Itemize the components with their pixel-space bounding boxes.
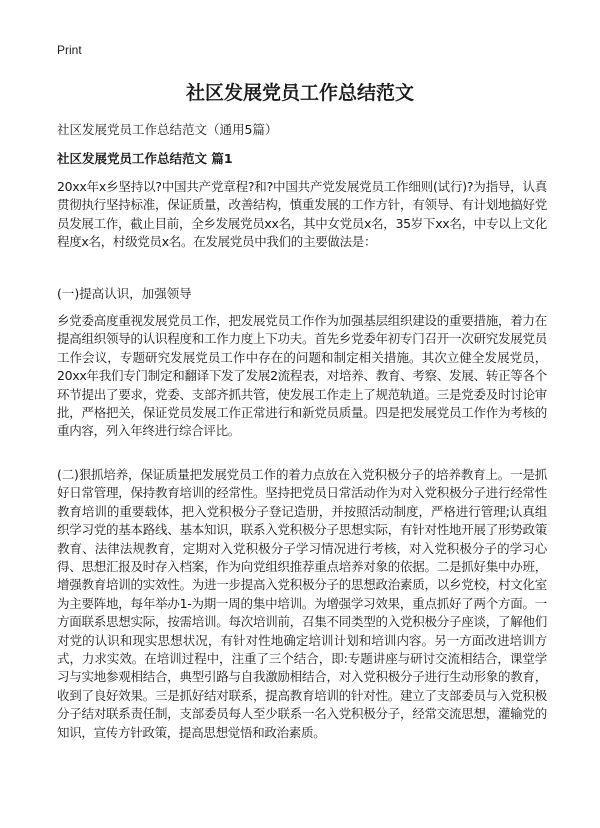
section-title: 社区发展党员工作总结范文 篇1 <box>57 151 233 166</box>
paragraph-training: (二)狠抓培养，保证质量把发展党员工作的着力点放在入党积极分子的培养教育上。一是抓好日常管理，保持教育培训的经常性。坚持把党员日常活动作为对入党积极分子进行经常性教育培训的重要载体，把入党积极分子登记造册，并按照活动制度，严格进行管理;认真组织学习党的基本路线、基本知识，联系入党积极分子思想实际，有针对性地开展了形势政策教育、法律法规教育，定期对入党积极分子学习情况进行考核，对入党积极分子的学习心得、思想汇报及时存入档案，作为向党组织推荐重点培养对象的依据。二是抓好集中办班，增强教育培训的实效性。为进一步提高入党积极分子的思想政治素质，以乡党校，村文化室为主要阵地，每年举办1-为期一周的集中培训。为增强学习效果，重点抓好了两个方面。一方面联系思想实际，按需培训。每次培训前，召集不同类型的入党积极分子座谈，了解他们对党的认识和现实思想状况，有针对性地确定培训计划和培训内容。另一方面改进培训方式，力求实效。在培训过程中，注重了三个结合，即:专题讲座与研讨交流相结合，课堂学习与实地参观相结合，典型引路与自我激励相结合，对入党积极分子进行生动形象的教育，收到了良好效果。三是抓好结对联系，提高教育培训的针对性。建立了支部委员与入党积极分子结对联系责任制，支部委员每人至少联系一名入党积极分子，经常交流思想，灌输党的知识，宣传方针政策，提高思想觉悟和政治素质。 <box>57 467 547 740</box>
document-subtitle: 社区发展党员工作总结范文（通用5篇） <box>57 122 278 137</box>
page-title: 社区发展党员工作总结范文 <box>185 82 414 104</box>
paragraph-leadership: 乡党委高度重视发展党员工作，把发展党员工作作为加强基层组织建设的重要措施，着力在提高组织领导的认识程度和工作力度上下功夫。首先乡党委年初专门召开一次研究发展党员工作会议，专题研究发展党员工作中存在的问题和制定相关措施。其次立健全发展党员，20xx年我们专门制定和翻译下发了发展2流程表，对培养、教育、考察、发展、转正等各个环节提出了要求，党委、支部齐抓共管，使发展工作走上了规范轨道。三是党委及时讨论审批，严格把关，保证党员发展工作正常进行和新党员质量。四是把发展党员工作作为考核的重内容，列入年终进行综合评比。 <box>57 313 547 439</box>
subheading-1: (一)提高认识，加强领导 <box>57 286 192 301</box>
print-link[interactable]: Print <box>57 43 82 57</box>
paragraph-intro: 20xx年x乡坚持以?中国共产党章程?和?中国共产党发展党员工作细则(试行)?为指导，认真贯彻执行坚持标准，保证质量，改善结构，慎重发展的工作方针，有领导、有计划地搞好党员发展工作，截止目前，全乡发展党员xx名，其中女党员x名，35岁下xx名，中专以上文化程度x名，村级党员x名。在发展党员中我们的主要做法是： <box>57 179 547 250</box>
